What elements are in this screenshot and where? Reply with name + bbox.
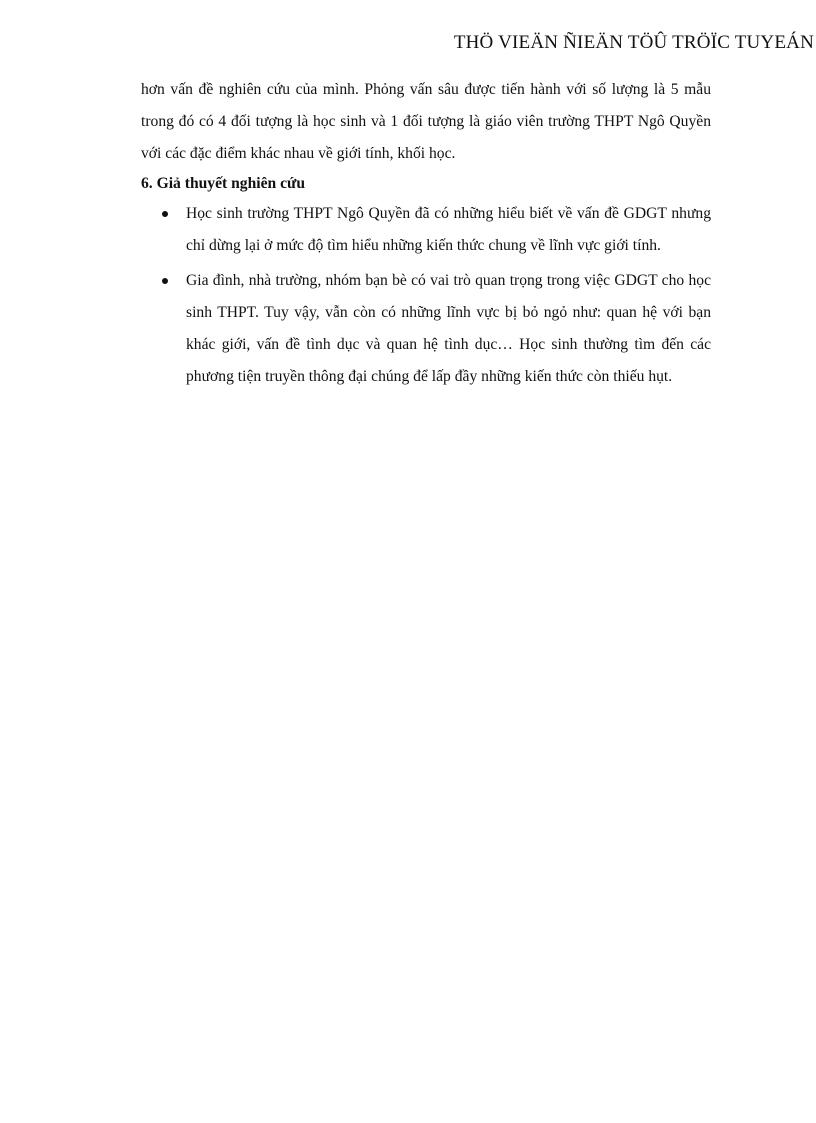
hypothesis-list <box>141 198 711 393</box>
bullet-icon <box>162 278 168 284</box>
intro-paragraph: hơn vấn đề nghiên cứu của mình. Phỏng vấn sâu được tiến hành với số lượng là 5 mẫu trong đó có 4 đối tượng là học sinh và 1 đối tượng là giáo viên trường THPT Ngô Quyền với các đặc điểm khác nhau về giới tính, khối học. <box>141 81 711 162</box>
list-item-text: Học sinh trường THPT Ngô Quyền đã có những hiểu biết về vấn đề GDGT nhưng chỉ dừng lại ở mức độ tìm hiểu những kiến thức chung về lĩnh vực giới tính. <box>186 205 711 254</box>
section-heading: 6. Giả thuyết nghiên cứu <box>141 175 306 192</box>
list-item <box>186 265 711 393</box>
list-item-text: Gia đình, nhà trường, nhóm bạn bè có vai trò quan trọng trong việc GDGT cho học sinh THPT. Tuy vậy, vẫn còn có những lĩnh vực bị bỏ ngỏ như: quan hệ với bạn khác giới, vấn đề tình dục và quan hệ tình dục… Học sinh thường tìm đến các phương tiện truyền thông đại chúng để lấp đầy những kiến thức còn thiếu hụt. <box>186 272 711 385</box>
running-header: THÖ VIEÄN ÑIEÄN TÖÛ TRÖÏC TUYEÁN <box>453 32 814 53</box>
page-body <box>141 74 711 396</box>
list-item <box>186 198 711 262</box>
bullet-icon <box>162 211 168 217</box>
